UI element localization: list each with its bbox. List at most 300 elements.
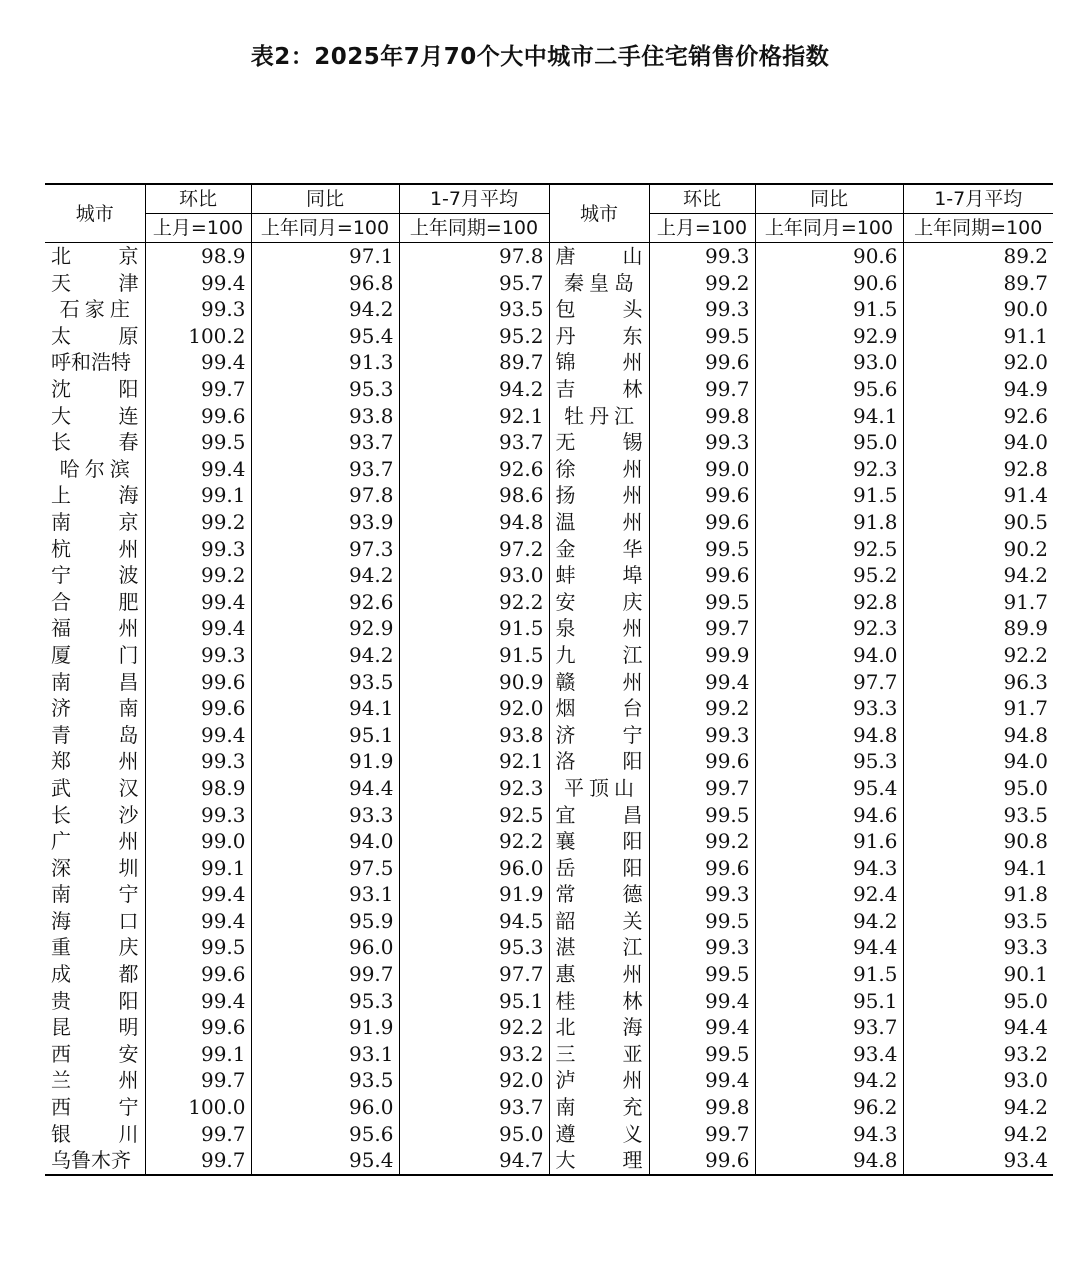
city-name-cell [45,296,145,323]
mom-index-cell: 99.6 [145,695,251,722]
ytd-index-cell: 91.1 [1003,323,1048,348]
ytd-index-cell: 95.3 [399,934,549,961]
city-name-cell [549,270,649,297]
ytd-index-cell: 91.5 [399,615,549,642]
mom-index-cell: 99.4 [649,1014,755,1041]
mom-index-cell: 99.8 [649,403,755,430]
table-row [45,1041,1053,1068]
yoy-index-cell: 94.2 [251,562,399,589]
mom-index-cell: 99.6 [649,855,755,882]
city-name-cell [45,589,145,616]
yoy-index-cell: 96.0 [251,1094,399,1121]
city-name-cell [549,908,649,935]
city-name: 洛 阳 [555,749,643,774]
city-name-cell [45,403,145,430]
mom-index-cell: 99.0 [649,456,755,483]
city-name: 唐 山 [555,244,643,269]
yoy-index-cell: 99.7 [251,961,399,988]
yoy-index-cell: 93.3 [251,801,399,828]
city-name: 天 津 [51,270,139,295]
yoy-index-cell: 92.9 [755,323,903,350]
city-name: 锦 州 [555,350,643,375]
ytd-index-cell: 97.7 [399,961,549,988]
ytd-index-cell: 91.7 [1003,589,1048,614]
city-name: 九 江 [555,642,643,667]
city-name-cell [549,1041,649,1068]
ytd-index-cell: 93.7 [399,429,549,456]
city-name: 乌鲁木齐 [51,1148,131,1173]
city-name: 三 亚 [555,1041,643,1066]
yoy-index-cell: 93.7 [251,429,399,456]
header-ytd: 1-7月平均 [903,184,1053,214]
yoy-index-cell: 95.4 [251,1147,399,1175]
yoy-index-cell: 93.0 [755,349,903,376]
mom-index-cell: 99.3 [145,801,251,828]
table-row [45,509,1053,536]
table-row [45,695,1053,722]
city-name: 杭 州 [51,536,139,561]
mom-index-cell: 99.1 [145,1041,251,1068]
table-row [45,1067,1053,1094]
mom-index-cell: 99.6 [145,961,251,988]
table-row [45,403,1053,430]
ytd-index-cell: 93.3 [1003,935,1048,960]
yoy-index-cell: 95.4 [755,775,903,802]
city-name-cell [45,828,145,855]
mom-index-cell: 99.5 [649,323,755,350]
ytd-index-cell: 95.1 [399,988,549,1015]
page-title: 表2：2025年7月70个大中城市二手住宅销售价格指数 [250,44,830,70]
city-name: 兰 州 [51,1068,139,1093]
city-name-cell [45,1147,145,1175]
yoy-index-cell: 94.3 [755,855,903,882]
city-name-cell [549,775,649,802]
city-name-cell [549,1067,649,1094]
city-name-cell [549,589,649,616]
ytd-index-cell: 95.0 [1003,775,1048,800]
table-body [45,243,1053,1175]
mom-index-cell: 99.6 [649,509,755,536]
city-name: 长 春 [51,430,139,455]
ytd-index-cell: 92.1 [399,748,549,775]
yoy-index-cell: 93.9 [251,509,399,536]
city-name-cell [45,961,145,988]
yoy-index-cell: 97.1 [251,243,399,270]
yoy-index-cell: 91.6 [755,828,903,855]
ytd-index-cell: 92.2 [399,1014,549,1041]
city-name-cell [45,536,145,563]
table-row [45,669,1053,696]
ytd-index-cell: 95.7 [399,270,549,297]
city-name: 呼和浩特 [51,350,131,375]
yoy-index-cell: 95.4 [251,323,399,350]
mom-index-cell: 99.6 [649,748,755,775]
city-name: 丹 东 [555,323,643,348]
city-name-cell [549,961,649,988]
city-name-cell [549,722,649,749]
city-name-cell [45,1094,145,1121]
yoy-index-cell: 94.1 [755,403,903,430]
table-row [45,429,1053,456]
city-name-cell [549,615,649,642]
city-name: 南 宁 [51,882,139,907]
ytd-index-cell: 93.4 [1003,1148,1048,1173]
city-name-cell [549,429,649,456]
mom-index-cell: 99.4 [145,881,251,908]
mom-index-cell: 99.7 [145,1121,251,1148]
city-name-cell [45,748,145,775]
ytd-index-cell: 90.1 [1003,962,1048,987]
yoy-index-cell: 92.3 [755,615,903,642]
ytd-index-cell: 94.2 [399,376,549,403]
yoy-index-cell: 95.0 [755,429,903,456]
city-name-cell [45,429,145,456]
city-name-cell [45,270,145,297]
city-name-cell [549,456,649,483]
ytd-index-cell: 93.0 [1003,1068,1048,1093]
city-name: 蚌 埠 [555,563,643,588]
city-name: 青 岛 [51,722,139,747]
ytd-index-cell: 94.4 [1003,1015,1048,1040]
city-name-cell [45,323,145,350]
mom-index-cell: 99.2 [649,695,755,722]
ytd-index-cell: 91.4 [1003,483,1048,508]
city-name-cell [45,908,145,935]
yoy-index-cell: 93.5 [251,1067,399,1094]
ytd-index-cell: 89.9 [1003,616,1048,641]
city-name-cell [549,642,649,669]
yoy-index-cell: 93.5 [251,669,399,696]
yoy-index-cell: 96.0 [251,934,399,961]
mom-index-cell: 99.5 [649,801,755,828]
city-name-cell [549,296,649,323]
city-name: 南 京 [51,509,139,534]
ytd-index-cell: 90.8 [1003,829,1048,854]
header-mom-base: 上月=100 [649,214,755,243]
ytd-index-cell: 95.0 [399,1121,549,1148]
price-index-table [45,183,1053,1176]
city-name-cell [549,536,649,563]
city-name-cell [45,801,145,828]
table-row [45,828,1053,855]
city-name: 郑 州 [51,749,139,774]
yoy-index-cell: 97.7 [755,669,903,696]
mom-index-cell: 99.3 [145,642,251,669]
ytd-index-cell: 97.8 [399,243,549,270]
yoy-index-cell: 91.5 [755,482,903,509]
city-name-cell [549,748,649,775]
city-name-cell [45,855,145,882]
yoy-index-cell: 94.0 [251,828,399,855]
yoy-index-cell: 94.6 [755,801,903,828]
yoy-index-cell: 93.1 [251,881,399,908]
city-name: 西 安 [51,1041,139,1066]
yoy-index-cell: 95.3 [251,988,399,1015]
city-name-cell [549,1014,649,1041]
yoy-index-cell: 94.8 [755,722,903,749]
mom-index-cell: 99.5 [145,429,251,456]
city-name-cell [45,243,145,270]
city-name-cell [549,323,649,350]
yoy-index-cell: 92.8 [755,589,903,616]
city-name-cell [549,1147,649,1175]
yoy-index-cell: 95.1 [755,988,903,1015]
yoy-index-cell: 93.3 [755,695,903,722]
ytd-index-cell: 93.5 [1003,908,1048,933]
city-name-cell [549,482,649,509]
yoy-index-cell: 95.1 [251,722,399,749]
mom-index-cell: 99.5 [649,589,755,616]
header-ytd: 1-7月平均 [399,184,549,214]
ytd-index-cell: 94.8 [399,509,549,536]
table-header [45,184,1053,243]
ytd-index-cell: 94.1 [1003,855,1048,880]
city-name: 深 圳 [51,855,139,880]
ytd-index-cell: 94.5 [399,908,549,935]
city-name-cell [45,695,145,722]
ytd-index-cell: 94.0 [1003,749,1048,774]
city-name-cell [549,1121,649,1148]
yoy-index-cell: 91.5 [755,296,903,323]
city-name-cell [45,881,145,908]
yoy-index-cell: 91.5 [755,961,903,988]
ytd-index-cell: 91.5 [399,642,549,669]
table-row [45,270,1053,297]
mom-index-cell: 99.7 [649,1121,755,1148]
city-name: 岳 阳 [555,855,643,880]
city-name-cell [45,509,145,536]
city-name: 上 海 [51,483,139,508]
table-row [45,482,1053,509]
mom-index-cell: 99.6 [145,669,251,696]
city-name: 太 原 [51,323,139,348]
ytd-index-cell: 90.9 [399,669,549,696]
city-name: 南 充 [555,1095,643,1120]
yoy-index-cell: 95.6 [251,1121,399,1148]
yoy-index-cell: 95.6 [755,376,903,403]
city-name: 宁 波 [51,563,139,588]
city-name-cell [45,562,145,589]
ytd-index-cell: 94.0 [1003,430,1048,455]
yoy-index-cell: 93.7 [755,1014,903,1041]
city-name: 广 州 [51,829,139,854]
mom-index-cell: 99.3 [649,296,755,323]
city-name: 大 理 [555,1148,643,1173]
city-name-cell [549,855,649,882]
city-name-cell [549,509,649,536]
city-name: 厦 门 [51,642,139,667]
city-name-cell [549,243,649,270]
city-name: 湛 江 [555,935,643,960]
ytd-index-cell: 93.2 [399,1041,549,1068]
city-name: 石 家 庄 [59,297,130,322]
ytd-index-cell: 92.5 [399,801,549,828]
table-row [45,908,1053,935]
city-name: 无 锡 [555,430,643,455]
table-row [45,296,1053,323]
ytd-index-cell: 93.5 [1003,802,1048,827]
table-row [45,748,1053,775]
table-row [45,881,1053,908]
yoy-index-cell: 97.3 [251,536,399,563]
yoy-index-cell: 91.8 [755,509,903,536]
mom-index-cell: 99.5 [649,908,755,935]
city-name: 福 州 [51,616,139,641]
mom-index-cell: 99.3 [145,536,251,563]
city-name: 贵 阳 [51,988,139,1013]
ytd-index-cell: 92.2 [399,828,549,855]
city-name-cell [549,562,649,589]
city-name: 哈 尔 滨 [59,456,130,481]
mom-index-cell: 99.3 [649,934,755,961]
mom-index-cell: 99.1 [145,482,251,509]
header-yoy: 同比 [755,184,903,214]
ytd-index-cell: 89.2 [1003,244,1048,269]
mom-index-cell: 99.3 [145,748,251,775]
city-name: 宜 昌 [555,802,643,827]
ytd-index-cell: 94.9 [1003,377,1048,402]
city-name: 泸 州 [555,1068,643,1093]
mom-index-cell: 99.6 [649,482,755,509]
city-name: 温 州 [555,509,643,534]
city-name-cell [45,1014,145,1041]
ytd-index-cell: 92.0 [1003,350,1048,375]
mom-index-cell: 99.9 [649,642,755,669]
city-name-cell [549,934,649,961]
city-name: 烟 台 [555,696,643,721]
mom-index-cell: 99.1 [145,855,251,882]
header-yoy-base: 上年同月=100 [755,214,903,243]
table-row [45,1014,1053,1041]
table-row [45,349,1053,376]
table-row [45,1094,1053,1121]
yoy-index-cell: 97.5 [251,855,399,882]
mom-index-cell: 99.4 [145,349,251,376]
yoy-index-cell: 97.8 [251,482,399,509]
ytd-index-cell: 92.1 [399,403,549,430]
mom-index-cell: 99.4 [649,669,755,696]
yoy-index-cell: 90.6 [755,270,903,297]
yoy-index-cell: 94.2 [755,908,903,935]
ytd-index-cell: 95.0 [1003,988,1048,1013]
mom-index-cell: 100.0 [145,1094,251,1121]
table-row [45,1147,1053,1175]
mom-index-cell: 99.2 [145,562,251,589]
mom-index-cell: 99.4 [145,270,251,297]
header-city: 城市 [549,184,649,243]
mom-index-cell: 99.4 [649,988,755,1015]
table-row [45,456,1053,483]
city-name: 长 沙 [51,802,139,827]
yoy-index-cell: 94.1 [251,695,399,722]
yoy-index-cell: 95.2 [755,562,903,589]
city-name: 西 宁 [51,1095,139,1120]
city-name: 韶 关 [555,908,643,933]
ytd-index-cell: 91.8 [1003,882,1048,907]
mom-index-cell: 99.0 [145,828,251,855]
yoy-index-cell: 93.4 [755,1041,903,1068]
mom-index-cell: 99.5 [649,536,755,563]
mom-index-cell: 99.3 [145,296,251,323]
yoy-index-cell: 93.8 [251,403,399,430]
header-ytd-base: 上年同期=100 [399,214,549,243]
ytd-index-cell: 96.0 [399,855,549,882]
yoy-index-cell: 91.9 [251,748,399,775]
ytd-index-cell: 92.6 [1003,403,1048,428]
yoy-index-cell: 94.2 [251,296,399,323]
city-name: 北 海 [555,1015,643,1040]
city-name-cell [45,722,145,749]
ytd-index-cell: 89.7 [1003,270,1048,295]
table-row [45,934,1053,961]
mom-index-cell: 99.3 [649,722,755,749]
city-name-cell [549,1094,649,1121]
city-name: 遵 义 [555,1121,643,1146]
city-name: 泉 州 [555,616,643,641]
ytd-index-cell: 92.2 [399,589,549,616]
mom-index-cell: 99.7 [145,1067,251,1094]
city-name: 南 昌 [51,669,139,694]
yoy-index-cell: 94.4 [251,775,399,802]
city-name: 昆 明 [51,1015,139,1040]
ytd-index-cell: 90.2 [1003,536,1048,561]
yoy-index-cell: 94.2 [755,1067,903,1094]
city-name-cell [549,669,649,696]
table-row [45,855,1053,882]
ytd-index-cell: 98.6 [399,482,549,509]
city-name-cell [45,1121,145,1148]
table-row [45,722,1053,749]
city-name: 赣 州 [555,669,643,694]
city-name: 牡 丹 江 [564,403,634,428]
header-mom-base: 上月=100 [145,214,251,243]
mom-index-cell: 99.2 [649,828,755,855]
city-name: 安 庆 [555,589,643,614]
city-name-cell [549,881,649,908]
ytd-index-cell: 92.3 [399,775,549,802]
city-name: 沈 阳 [51,377,139,402]
city-name-cell [45,642,145,669]
mom-index-cell: 99.4 [145,615,251,642]
mom-index-cell: 99.7 [145,376,251,403]
ytd-index-cell: 92.8 [1003,456,1048,481]
ytd-index-cell: 92.0 [399,695,549,722]
ytd-index-cell: 97.2 [399,536,549,563]
yoy-index-cell: 96.2 [755,1094,903,1121]
mom-index-cell: 99.2 [649,270,755,297]
ytd-index-cell: 95.2 [399,323,549,350]
header-city: 城市 [45,184,145,243]
city-name-cell [45,349,145,376]
mom-index-cell: 99.2 [145,509,251,536]
yoy-index-cell: 92.9 [251,615,399,642]
mom-index-cell: 99.4 [145,722,251,749]
ytd-index-cell: 91.9 [399,881,549,908]
city-name: 合 肥 [51,589,139,614]
header-mom: 环比 [649,184,755,214]
mom-index-cell: 99.3 [649,243,755,270]
yoy-index-cell: 90.6 [755,243,903,270]
yoy-index-cell: 92.3 [755,456,903,483]
city-name: 秦 皇 岛 [564,270,634,295]
city-name: 济 南 [51,696,139,721]
table-row [45,961,1053,988]
ytd-index-cell: 96.3 [1003,669,1048,694]
city-name: 金 华 [555,536,643,561]
table-row [45,615,1053,642]
yoy-index-cell: 93.1 [251,1041,399,1068]
mom-index-cell: 99.6 [649,1147,755,1175]
